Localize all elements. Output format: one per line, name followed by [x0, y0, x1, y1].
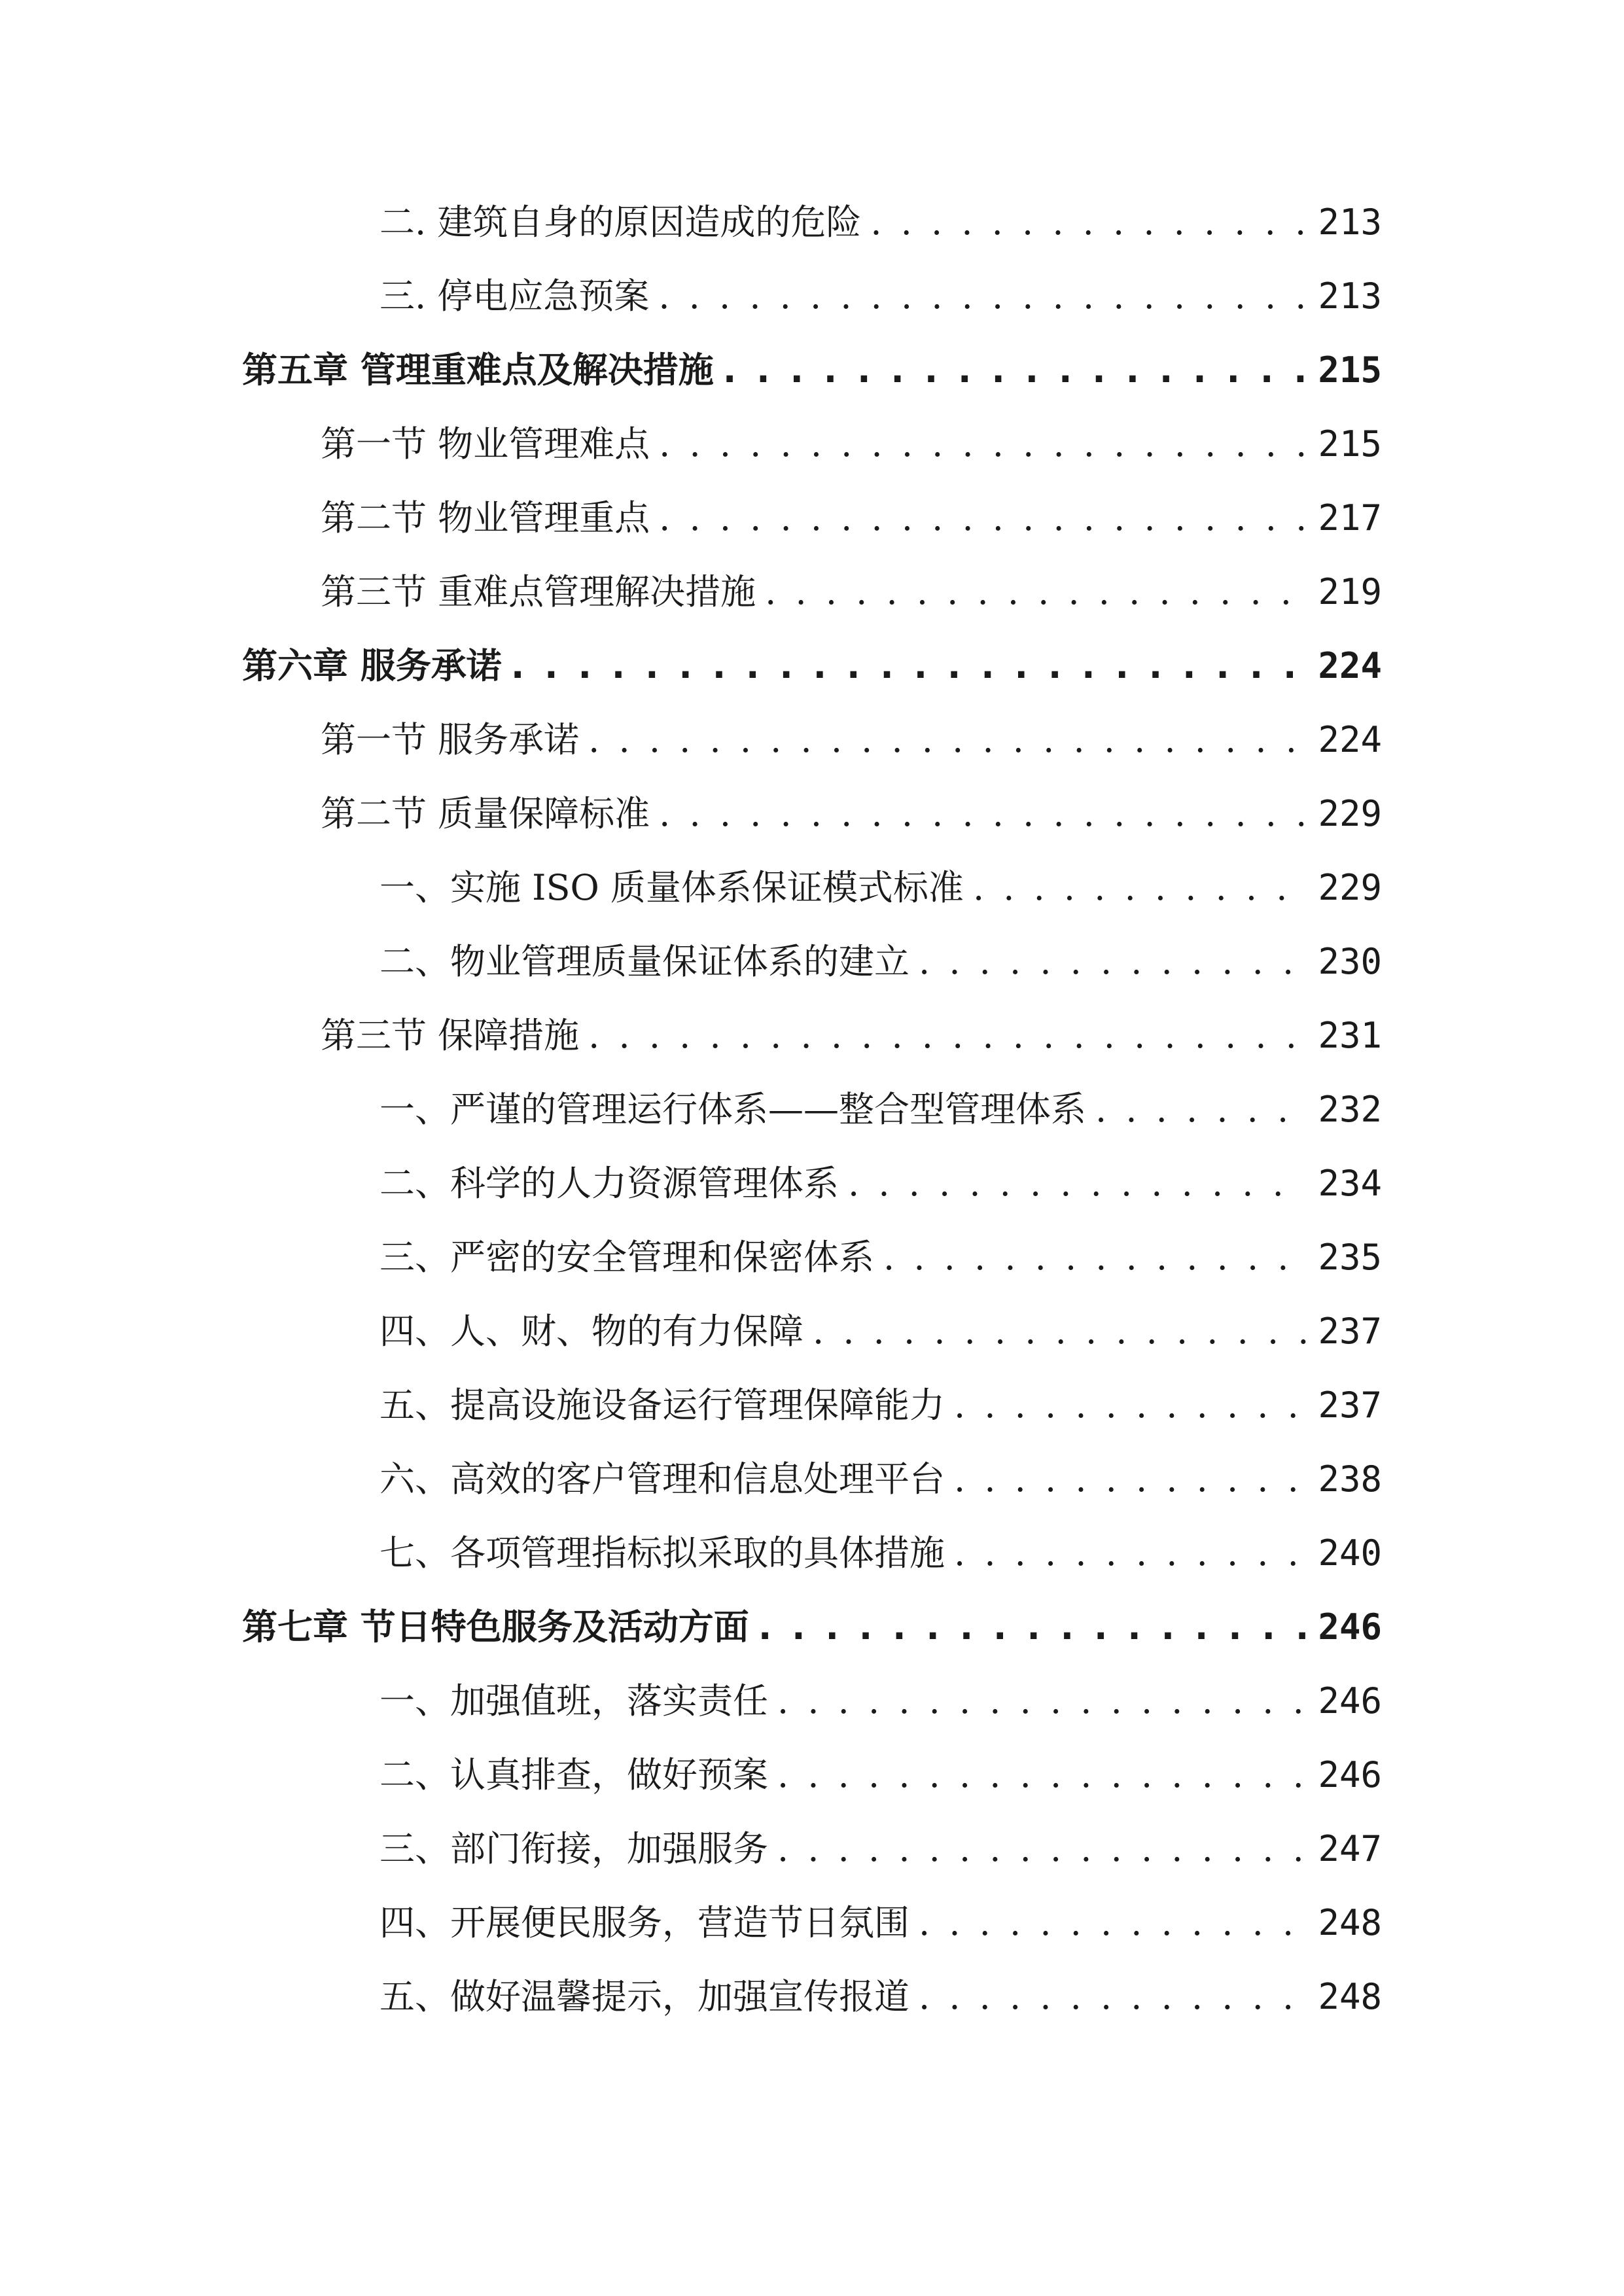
toc-entry-title: 第三节 重难点管理解决措施 — [321, 571, 756, 612]
toc-dot-leader — [588, 707, 1306, 773]
toc-entry[interactable] — [380, 1447, 1382, 1512]
toc-dot-leader — [659, 412, 1306, 477]
toc-page-number: 246 — [1306, 1669, 1382, 1734]
toc-dot-leader — [658, 264, 1306, 329]
toc-page-number: 234 — [1306, 1151, 1382, 1216]
toc-entry-title: 四、人、财、物的有力保障 — [380, 1311, 803, 1352]
toc-page-number: 229 — [1306, 855, 1382, 921]
toc-page-number: 248 — [1306, 1890, 1382, 1956]
toc-dot-leader — [723, 338, 1307, 403]
toc-dot-leader — [765, 559, 1306, 625]
toc-entry-title: 三. 停电应急预案 — [380, 275, 650, 317]
toc-section-entry[interactable] — [321, 559, 1382, 625]
toc-entry-title: 五、提高设施设备运行管理保障能力 — [380, 1385, 945, 1426]
toc-page-number: 219 — [1306, 559, 1382, 625]
toc-dot-leader — [1095, 1077, 1306, 1142]
toc-page-number: 246 — [1306, 1595, 1382, 1660]
toc-entry[interactable] — [380, 1151, 1382, 1216]
toc-page-number: 229 — [1306, 781, 1382, 847]
toc-entry-title: 四、开展便民服务，营造节日氛围 — [380, 1902, 909, 1943]
toc-dot-leader — [973, 855, 1307, 921]
toc-dot-leader — [870, 190, 1306, 255]
toc-dot-leader — [777, 1669, 1306, 1734]
toc-entry-title: 第七章 节日特色服务及活动方面 — [242, 1606, 749, 1648]
toc-entry-title: 二、认真排查，做好预案 — [380, 1754, 768, 1795]
toc-dot-leader — [588, 1003, 1306, 1069]
toc-dot-leader — [919, 1890, 1306, 1956]
toc-section-entry[interactable] — [321, 412, 1382, 477]
toc-entry-title: 五、做好温馨提示，加强宣传报道 — [380, 1976, 909, 2017]
toc-dot-leader — [659, 486, 1306, 551]
toc-entry-title: 第六章 服务承诺 — [242, 645, 502, 686]
toc-dot-leader — [954, 1373, 1306, 1438]
toc-entry-title: 三、严密的安全管理和保密体系 — [380, 1237, 874, 1278]
toc-entry[interactable] — [380, 1964, 1382, 2030]
toc-page-number: 247 — [1306, 1816, 1382, 1882]
toc-entry-title: 二、科学的人力资源管理体系 — [380, 1163, 839, 1204]
toc-dot-leader — [919, 929, 1306, 995]
toc-entry-title: 第一节 服务承诺 — [321, 719, 580, 760]
toc-entry[interactable] — [380, 1299, 1382, 1364]
toc-dot-leader — [777, 1742, 1306, 1808]
toc-entry[interactable] — [380, 1890, 1382, 1956]
toc-page-number: 230 — [1306, 929, 1382, 995]
toc-dot-leader — [758, 1595, 1307, 1660]
toc-page-number: 217 — [1306, 486, 1382, 551]
toc-chapter-entry[interactable] — [242, 338, 1382, 403]
toc-entry[interactable] — [380, 1225, 1382, 1290]
toc-section-entry[interactable] — [321, 486, 1382, 551]
toc-entry-title: 一、严谨的管理运行体系——整合型管理体系 — [380, 1089, 1086, 1130]
toc-dot-leader — [954, 1447, 1306, 1512]
toc-dot-leader — [848, 1151, 1306, 1216]
toc-entry[interactable] — [380, 929, 1382, 995]
toc-dot-leader — [511, 633, 1307, 699]
toc-dot-leader — [919, 1964, 1306, 2030]
toc-page-number: 240 — [1306, 1521, 1382, 1586]
toc-page-number: 224 — [1306, 707, 1382, 773]
toc-entry[interactable] — [380, 1373, 1382, 1438]
toc-entry-title: 第一节 物业管理难点 — [321, 423, 650, 465]
toc-entry-title: 第二节 物业管理重点 — [321, 497, 650, 539]
toc-page-number: 215 — [1306, 412, 1382, 477]
toc-entry[interactable] — [380, 855, 1382, 921]
toc-entry-title: 三、部门衔接，加强服务 — [380, 1828, 768, 1869]
toc-page-number: 235 — [1306, 1225, 1382, 1290]
toc-page-number: 213 — [1306, 264, 1382, 329]
toc-entry[interactable] — [380, 190, 1382, 255]
toc-page-number: 231 — [1306, 1003, 1382, 1069]
toc-entry-title: 二、物业管理质量保证体系的建立 — [380, 941, 909, 982]
toc-dot-leader — [954, 1521, 1306, 1586]
toc-entry[interactable] — [380, 1742, 1382, 1808]
toc-entry[interactable] — [380, 1077, 1382, 1142]
toc-chapter-entry[interactable] — [242, 1595, 1382, 1660]
toc-page-number: 246 — [1306, 1742, 1382, 1808]
toc-entry-title: 七、各项管理指标拟采取的具体措施 — [380, 1532, 945, 1574]
toc-page-number: 232 — [1306, 1077, 1382, 1142]
toc-page-number: 215 — [1306, 338, 1382, 403]
toc-entry[interactable] — [380, 264, 1382, 329]
toc-entry-title: 六、高效的客户管理和信息处理平台 — [380, 1458, 945, 1500]
toc-page-number: 224 — [1306, 633, 1382, 699]
toc-entry[interactable] — [380, 1669, 1382, 1734]
toc-page-number: 213 — [1306, 190, 1382, 255]
toc-dot-leader — [659, 781, 1306, 847]
toc-page-number: 237 — [1306, 1299, 1382, 1364]
toc-dot-leader — [777, 1816, 1306, 1882]
toc-entry-title: 一、实施 ISO 质量体系保证模式标准 — [380, 867, 964, 908]
toc-entry[interactable] — [380, 1521, 1382, 1586]
toc-entry-title: 一、加强值班，落实责任 — [380, 1680, 768, 1722]
toc-entry[interactable] — [380, 1816, 1382, 1882]
toc-dot-leader — [813, 1299, 1306, 1364]
toc-section-entry[interactable] — [321, 1003, 1382, 1069]
toc-entry-title: 第五章 管理重难点及解决措施 — [242, 349, 714, 391]
toc-section-entry[interactable] — [321, 781, 1382, 847]
toc-entry-title: 二. 建筑自身的原因造成的危险 — [380, 202, 862, 243]
toc-entry-title: 第二节 质量保障标准 — [321, 793, 650, 834]
toc-page-number: 238 — [1306, 1447, 1382, 1512]
toc-entry-title: 第三节 保障措施 — [321, 1015, 580, 1056]
toc-page-number: 248 — [1306, 1964, 1382, 2030]
toc-dot-leader — [883, 1225, 1306, 1290]
toc-chapter-entry[interactable] — [242, 633, 1382, 699]
toc-section-entry[interactable] — [321, 707, 1382, 773]
toc-page-number: 237 — [1306, 1373, 1382, 1438]
